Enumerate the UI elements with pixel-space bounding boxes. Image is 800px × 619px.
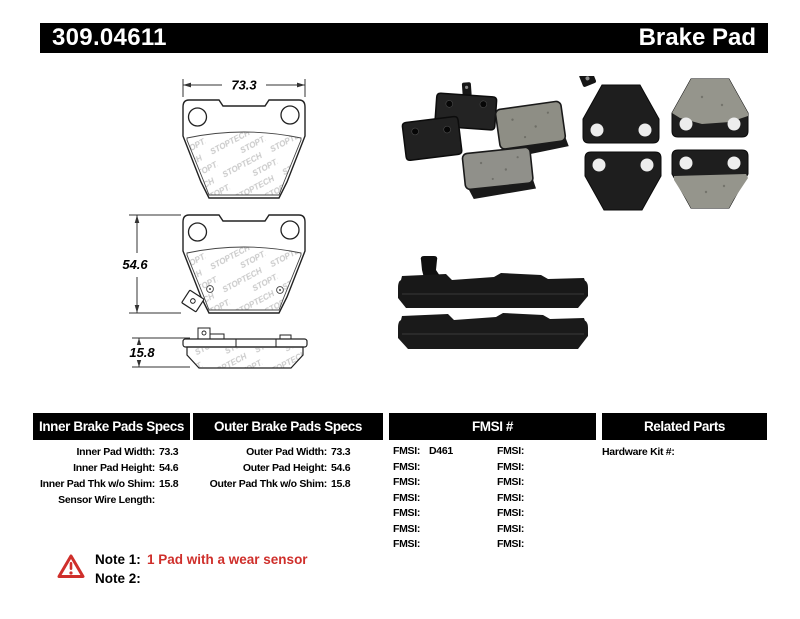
spec-row — [193, 444, 357, 460]
mounting-hole — [189, 223, 207, 241]
mounting-hole — [189, 108, 207, 126]
dimension-arrow — [183, 83, 191, 88]
pad-front-outline — [183, 100, 305, 198]
fmsi-label: FMSI: — [393, 491, 421, 504]
fmsi-label: FMSI: — [393, 445, 421, 457]
fmsi-label: FMSI: — [497, 460, 525, 473]
note2-label: Note 2: — [95, 571, 141, 586]
fmsi-column — [389, 444, 596, 553]
fmsi-label: FMSI: — [497, 445, 525, 457]
drawing-side-profile — [120, 326, 315, 378]
pad-back-with-sensor — [579, 76, 659, 143]
pad-edge-with-sensor — [398, 256, 588, 308]
warning-icon — [57, 553, 85, 580]
spec-value: 73.3 — [331, 446, 351, 458]
photo-pads-perspective — [392, 80, 577, 205]
spec-label: Outer Pad Thk w/o Shim: — [209, 478, 327, 490]
pad-side-outline — [183, 328, 307, 368]
inner-specs-column — [33, 444, 190, 553]
fmsi-label: FMSI: — [393, 476, 421, 488]
pad-friction-face — [672, 150, 748, 208]
fmsi-label: FMSI: — [497, 476, 525, 488]
spec-label: Inner Pad Thk w/o Shim: — [39, 478, 155, 490]
spec-value: 54.6 — [331, 462, 351, 474]
spec-label: Outer Pad Width: — [246, 446, 327, 458]
note1-label: Note 1: — [95, 552, 141, 567]
fmsi-row — [393, 444, 596, 460]
spec-row — [33, 492, 185, 508]
header-bar — [40, 23, 768, 53]
retainer-tab — [280, 335, 291, 339]
sensor-clip — [198, 328, 210, 339]
retainer-tab — [210, 334, 224, 339]
mounting-hole — [281, 106, 299, 124]
outer-specs-column — [193, 444, 383, 553]
fmsi-value: D461 — [429, 445, 453, 457]
dimension-arrow — [137, 338, 141, 345]
spec-value: 15.8 — [331, 478, 351, 490]
drawing-front-height — [115, 203, 315, 331]
spec-table-body — [33, 444, 767, 553]
pad-back — [585, 152, 661, 210]
related-part-row — [602, 444, 767, 460]
pad-back — [402, 116, 462, 161]
column-header-fmsi: FMSI # — [389, 413, 596, 440]
spec-label: Inner Pad Height: — [73, 462, 155, 474]
mounting-hole — [281, 221, 299, 239]
backing-plate — [183, 339, 307, 347]
fmsi-row — [393, 537, 596, 553]
drawing-front-width — [150, 72, 340, 204]
spec-row — [193, 460, 357, 476]
note1-text: 1 Pad with a wear sensor — [147, 552, 308, 567]
spec-value — [159, 492, 185, 508]
fmsi-label: FMSI: — [393, 522, 421, 535]
pad-edge — [398, 313, 588, 349]
fmsi-row — [393, 506, 596, 522]
spec-row — [33, 476, 185, 492]
fmsi-label: FMSI: — [497, 507, 525, 519]
fmsi-row — [393, 475, 596, 491]
spec-value: 73.3 — [159, 446, 179, 458]
page-title: Brake Pad — [638, 24, 756, 51]
related-part-label: Hardware Kit #: — [602, 446, 675, 458]
column-header-related-parts: Related Parts — [602, 413, 767, 440]
spec-row — [33, 460, 185, 476]
width-dimension-label: 73.3 — [231, 77, 257, 93]
dimension-arrow — [135, 305, 140, 313]
fmsi-row — [393, 460, 596, 476]
related-parts-column — [602, 444, 767, 553]
fmsi-label: FMSI: — [497, 522, 525, 535]
photo-pads-face — [576, 76, 764, 218]
spec-label: Inner Pad Width: — [76, 446, 155, 458]
spec-value: 15.8 — [159, 478, 179, 490]
column-header-outer-specs: Outer Brake Pads Specs — [193, 413, 383, 440]
thickness-dimension-label: 15.8 — [129, 345, 155, 360]
fmsi-label: FMSI: — [393, 538, 421, 550]
fmsi-label: FMSI: — [497, 538, 525, 550]
part-number: 309.04611 — [52, 24, 167, 51]
column-header-inner-specs: Inner Brake Pads Specs — [33, 413, 190, 440]
dimension-arrow — [297, 83, 305, 88]
dimension-arrow — [137, 360, 141, 367]
pad-friction-face — [672, 79, 748, 137]
pad-friction-face — [462, 147, 536, 200]
height-dimension-label: 54.6 — [122, 257, 148, 272]
dimension-arrow — [135, 215, 140, 223]
friction-area — [187, 347, 303, 368]
fmsi-label: FMSI: — [393, 507, 421, 519]
spec-label: Sensor Wire Length: — [58, 494, 155, 506]
spec-label: Outer Pad Height: — [242, 462, 327, 474]
spec-row — [33, 444, 185, 460]
fmsi-label: FMSI: — [393, 460, 421, 473]
photo-pads-edge — [388, 250, 603, 358]
fmsi-label: FMSI: — [497, 491, 525, 504]
fmsi-row — [393, 522, 596, 538]
spec-value: 54.6 — [159, 462, 179, 474]
fmsi-row — [393, 491, 596, 507]
spec-row — [193, 476, 357, 492]
spec-table-header — [33, 413, 767, 440]
